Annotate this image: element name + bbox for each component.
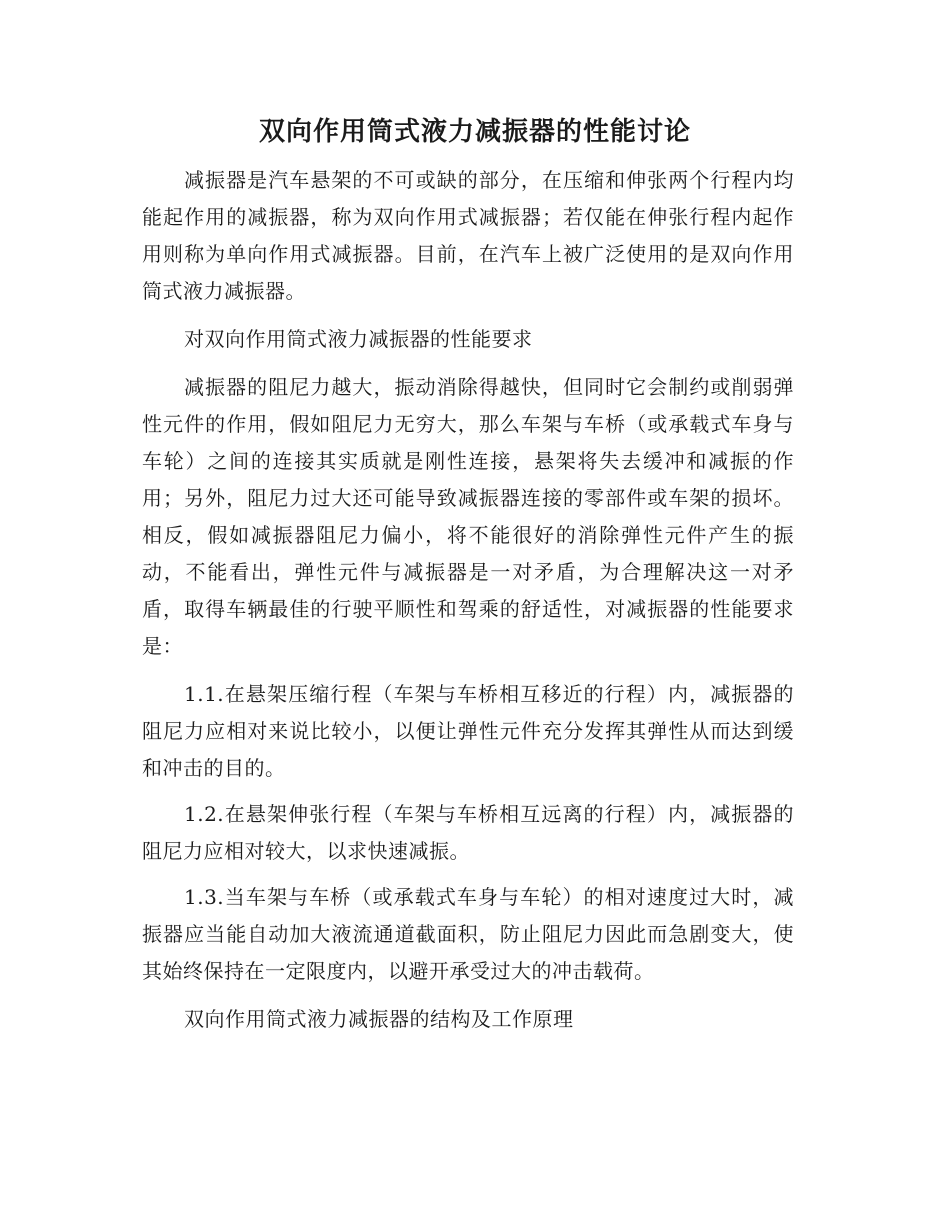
paragraph-intro: 减振器是汽车悬架的不可或缺的部分，在压缩和伸张两个行程内均能起作用的减振器，称为双向作用式减振器；若仅能在伸张行程内起作用则称为单向作用式减振器。目前，在汽车上被广泛使用的是双向作用筒式液力减振器。 [142,168,794,303]
document-body [142,162,794,1038]
paragraph-damping-force: 减振器的阻尼力越大，振动消除得越快，但同时它会制约或削弱弹性元件的作用，假如阻尼力无穷大，那么车架与车桥（或承载式车身与车轮）之间的连接其实质就是刚性连接，悬架将失去缓冲和减振的作用；另外，阻尼力过大还可能导致减振器连接的零部件或车架的损坏。相反，假如减振器阻尼力偏小，将不能很好的消除弹性元件产生的振动，不能看出，弹性元件与减振器是一对矛盾，为合理解决这一对矛盾，取得车辆最佳的行驶平顺性和驾乘的舒适性，对减振器的性能要求是： [142,375,794,658]
section-heading-requirements: 对双向作用筒式液力减振器的性能要求 [184,327,533,351]
document-title: 双向作用筒式液力减振器的性能讨论 [258,117,691,147]
list-item-1-2: 1.2.在悬架伸张行程（车架与车桥相互远离的行程）内，减振器的阻尼力应相对较大，以求快速减振。 [142,802,794,863]
list-item-1-1: 1.1.在悬架压缩行程（车架与车桥相互移近的行程）内，减振器的阻尼力应相对来说比较小，以便让弹性元件充分发挥其弹性从而达到缓和冲击的目的。 [142,682,794,780]
list-item-1-3: 1.3.当车架与车桥（或承载式车身与车轮）的相对速度过大时，减振器应当能自动加大液流通道截面积，防止阻尼力因此而急剧变大，使其始终保持在一定限度内，以避开承受过大的冲击载荷。 [142,885,794,983]
section-heading-structure: 双向作用筒式液力减振器的结构及工作原理 [184,1007,574,1031]
